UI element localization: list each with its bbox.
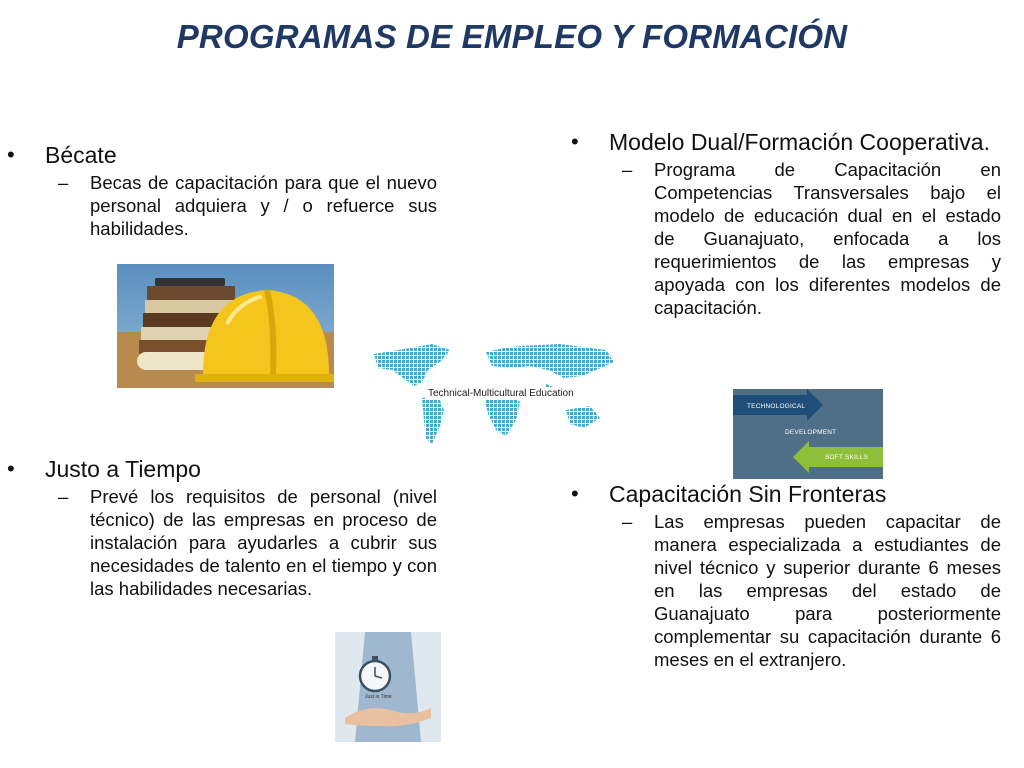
soft-skills-label: SOFT SKILLS xyxy=(825,454,869,461)
page-title: PROGRAMAS DE EMPLEO Y FORMACIÓN xyxy=(176,18,848,55)
dash-marker: – xyxy=(622,159,633,180)
clock-caption: Just in Time xyxy=(365,694,392,700)
section-heading: Justo a Tiempo xyxy=(45,456,201,482)
technological-label: TECHNOLOGICAL xyxy=(747,403,806,410)
section-heading: Capacitación Sin Fronteras xyxy=(609,481,887,507)
dash-marker: – xyxy=(622,511,633,532)
bullet-marker: • xyxy=(571,129,579,154)
section-description: Las empresas pueden capacitar de manera especializada a estudiantes de nivel técnico y superior durante 6 meses en las empresas del estado de Guanajuato para posteriormente complementar su capacitación durante 6 meses en el extranjero. xyxy=(654,511,1001,670)
bullet-marker: • xyxy=(7,142,15,167)
section-justo-a-tiempo xyxy=(7,456,437,600)
development-label: DEVELOPMENT xyxy=(785,429,837,436)
section-heading: Bécate xyxy=(45,142,117,168)
section-becate xyxy=(7,142,437,240)
section-heading: Modelo Dual/Formación Cooperativa. xyxy=(609,129,990,155)
world-map-image xyxy=(370,340,618,454)
section-description: Becas de capacitación para que el nuevo personal adquiera y / o refuerce sus habilidades. xyxy=(90,172,437,239)
dash-marker: – xyxy=(58,486,69,507)
helmet-books-image xyxy=(117,264,334,388)
development-diagram-image xyxy=(733,389,883,479)
section-description: Prevé los requisitos de personal (nivel técnico) de las empresas en proceso de instalación para ayudarles a cubrir sus necesidades de talento en el tiempo y con las habilidades necesarias. xyxy=(90,486,437,599)
map-caption: Technical-Multicultural Education xyxy=(428,388,574,399)
section-capacitacion-sin-fronteras xyxy=(571,481,1001,671)
bullet-marker: • xyxy=(7,456,15,481)
dash-marker: – xyxy=(58,172,69,193)
section-description: Programa de Capacitación en Competencias Transversales bajo el modelo de educación dual en el estado de Guanajuato, enfocada a los requerimientos de las empresas y apoyada con los diferentes modelos de capacitación. xyxy=(654,159,1001,318)
bullet-marker: • xyxy=(571,481,579,506)
section-modelo-dual xyxy=(571,129,1001,319)
just-in-time-image xyxy=(335,632,441,742)
